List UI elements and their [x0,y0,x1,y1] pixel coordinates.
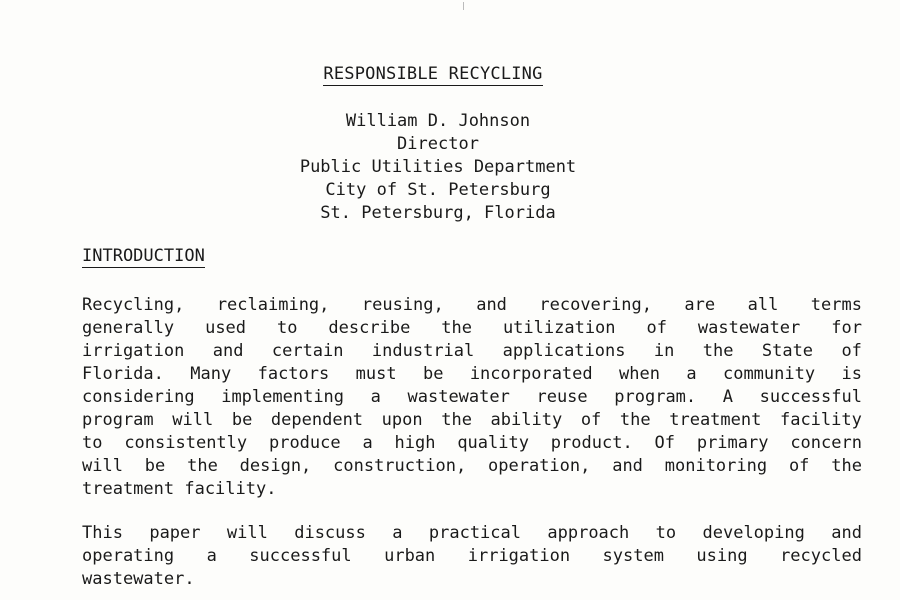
paragraph-line: operating a successful urban irrigation system using recycled [82,546,862,566]
author-location: St. Petersburg, Florida [320,203,556,223]
paragraph-line: generally used to describe the utilization of wastewater for [82,318,862,338]
paragraph-introduction [82,294,862,501]
author-position: Director [397,134,479,154]
paragraph-line: program will be dependent upon the ability of the treatment facility [82,410,862,430]
paragraph-line: Recycling, reclaiming, reusing, and recovering, are all terms [82,295,862,315]
paragraph-line: irrigation and certain industrial applications in the State of [82,341,862,361]
paragraph-line: treatment facility. [82,479,277,499]
paragraph-purpose [82,522,862,591]
paragraph-line: This paper will discuss a practical approach to developing and [82,523,862,543]
paragraph-line: wastewater. [82,569,195,589]
author-organization: City of St. Petersburg [325,180,551,200]
paragraph-line: will be the design, construction, operation, and monitoring of the [82,456,862,476]
paragraph-line: considering implementing a wastewater reuse program. A successful [82,387,862,407]
paragraph-line: to consistently produce a high quality product. Of primary concern [82,433,862,453]
author-block [0,110,876,225]
section-heading: INTRODUCTION [82,246,205,266]
author-department: Public Utilities Department [299,157,577,177]
paragraph-line: Florida. Many factors must be incorporated when a community is [82,364,862,384]
scan-mark [463,2,464,10]
document-title: RESPONSIBLE RECYCLING [323,64,543,84]
author-name: William D. Johnson [345,111,531,131]
